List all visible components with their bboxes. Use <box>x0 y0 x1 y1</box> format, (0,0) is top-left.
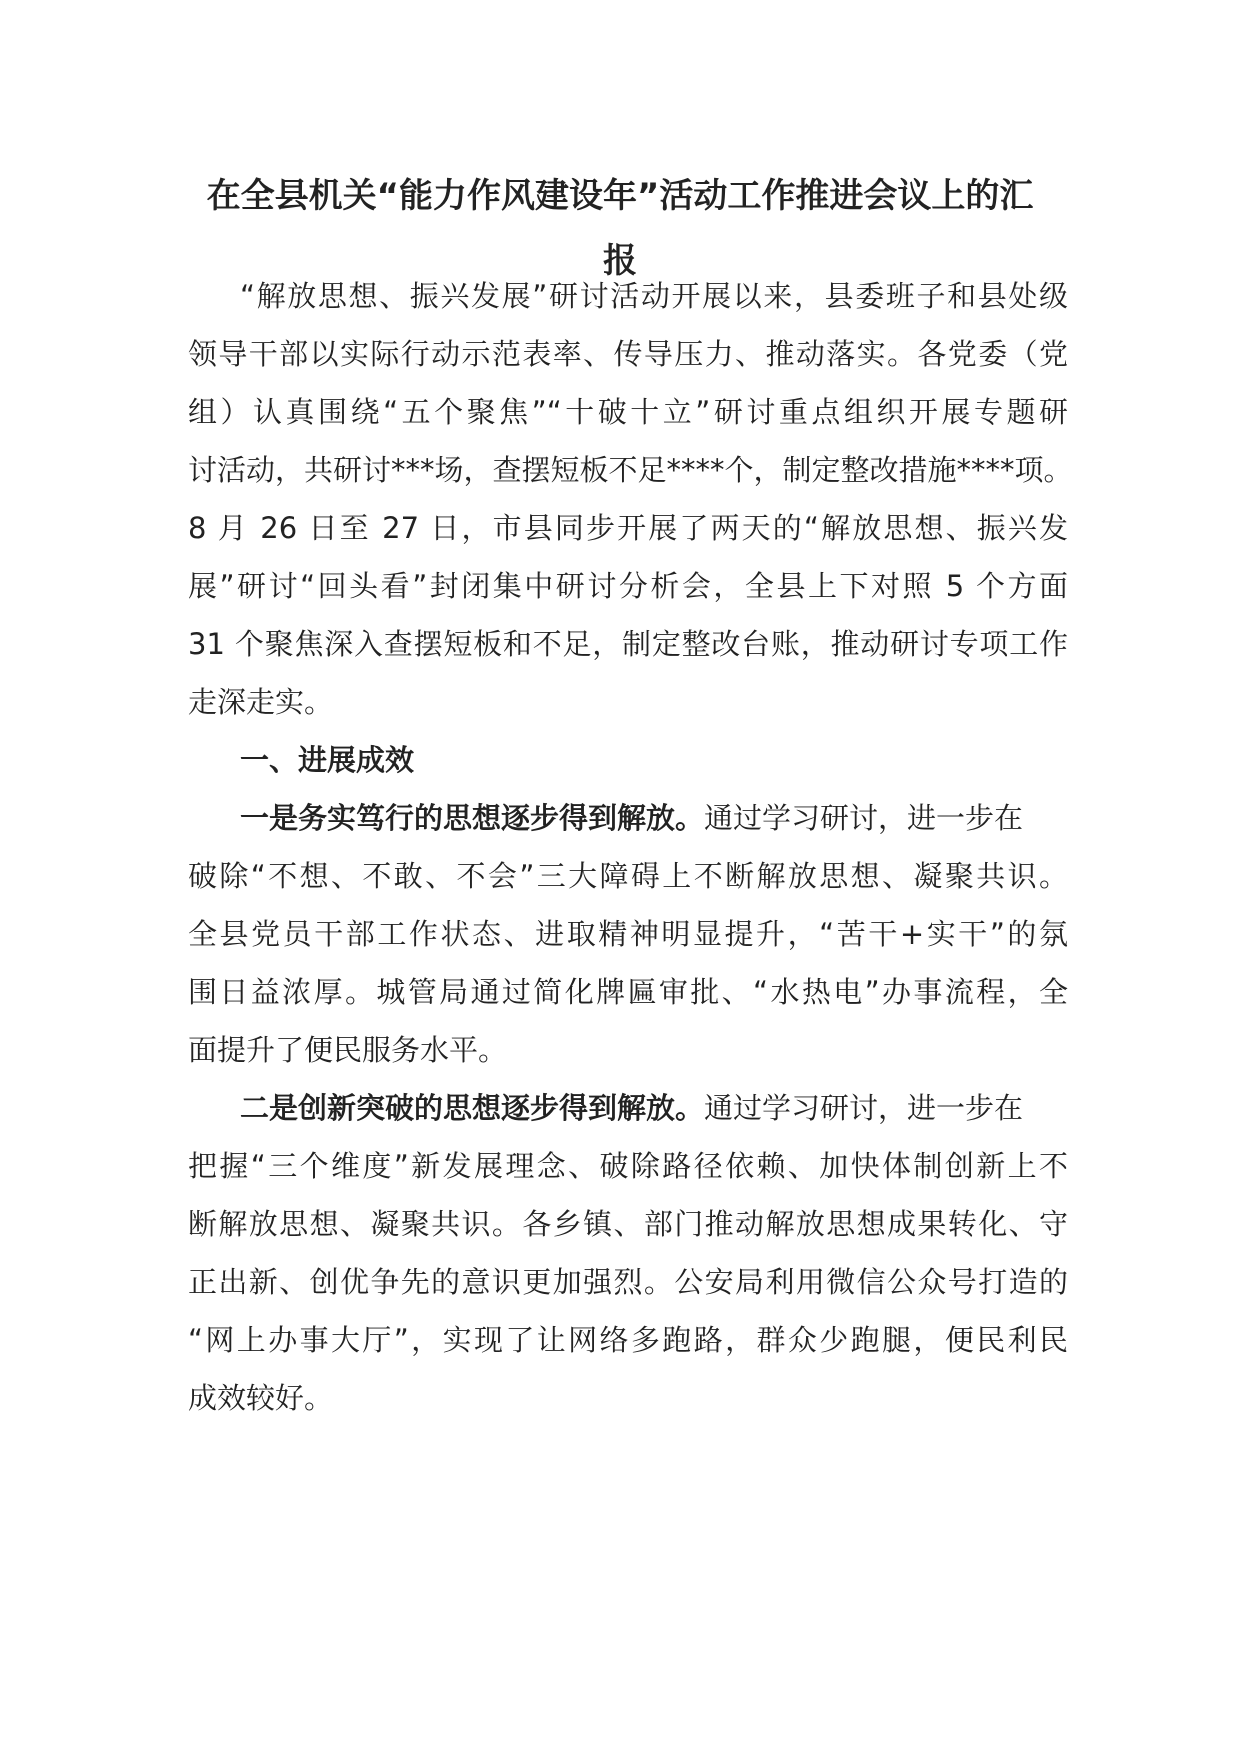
section-heading: 一、进展成效 <box>240 743 415 777</box>
p1-line-2: 破除“不想、不敢、不会”三大障碍上不断解放思想、凝聚共识。 <box>188 859 1068 893</box>
intro-line-3: 组）认真围绕“五个聚焦”“十破十立”研讨重点组织开展专题研 <box>188 395 1068 429</box>
p2-line-2: 把握“三个维度”新发展理念、破除路径依赖、加快体制创新上不 <box>188 1149 1068 1183</box>
intro-line-6: 展”研讨“回头看”封闭集中研讨分析会，全县上下对照 5 个方面 <box>188 569 1068 603</box>
document-title-line-2: 报 <box>603 241 637 281</box>
p2-lead: 二是创新突破的思想逐步得到解放。 <box>240 1091 705 1125</box>
p2-line-6: 成效较好。 <box>188 1381 334 1415</box>
p2-line-5: “网上办事大厅”，实现了让网络多跑路，群众少跑腿，便民利民 <box>188 1323 1068 1357</box>
intro-line-5: 8 月 26 日至 27 日，市县同步开展了两天的“解放思想、振兴发 <box>188 511 1068 545</box>
intro-line-2: 领导干部以实际行动示范表率、传导压力、推动落实。各党委（党 <box>188 337 1068 371</box>
p2-line-3: 断解放思想、凝聚共识。各乡镇、部门推动解放思想成果转化、守 <box>188 1207 1068 1241</box>
p1-line-5: 面提升了便民服务水平。 <box>188 1033 508 1067</box>
p1-line-3: 全县党员干部工作状态、进取精神明显提升，“苦干+实干”的氛 <box>188 917 1068 951</box>
intro-line-8: 走深走实。 <box>188 685 334 719</box>
p1-line-4: 围日益浓厚。城管局通过简化牌匾审批、“水热电”办事流程，全 <box>188 975 1068 1009</box>
p1-first-rest: 通过学习研讨，进一步在 <box>704 801 1024 835</box>
p1-lead: 一是务实笃行的思想逐步得到解放。 <box>240 801 705 835</box>
p2-line-4: 正出新、创优争先的意识更加强烈。公安局利用微信公众号打造的 <box>188 1265 1068 1299</box>
document-title-line-1: 在全县机关“能力作风建设年”活动工作推进会议上的汇 <box>206 176 1034 216</box>
p2-first-line <box>240 1088 1068 1128</box>
intro-line-1: “解放思想、振兴发展”研讨活动开展以来，县委班子和县处级 <box>240 279 1068 313</box>
intro-line-7: 31 个聚焦深入查摆短板和不足，制定整改台账，推动研讨专项工作 <box>188 627 1068 661</box>
p2-first-rest: 通过学习研讨，进一步在 <box>704 1091 1024 1125</box>
intro-line-4: 讨活动，共研讨***场，查摆短板不足****个，制定整改措施****项。 <box>188 453 1073 487</box>
p1-first-line <box>240 798 1068 838</box>
